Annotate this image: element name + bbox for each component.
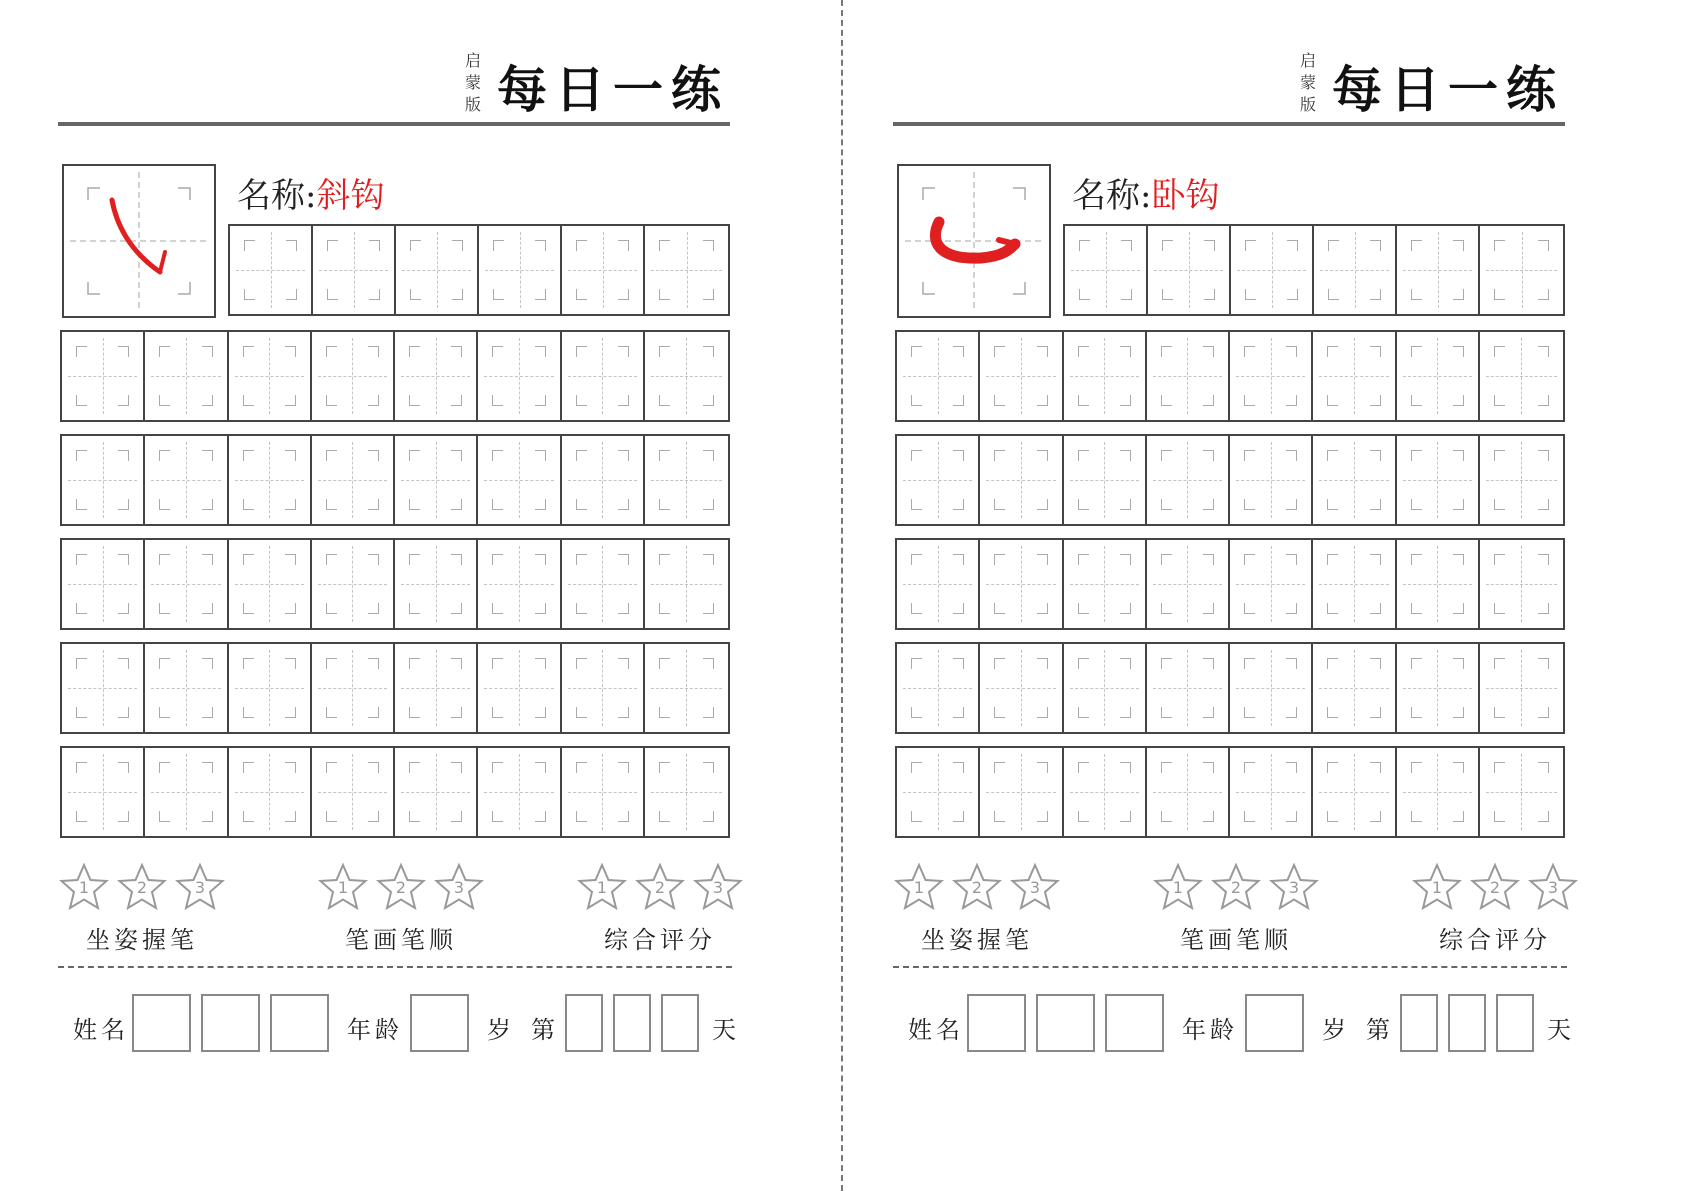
day-box[interactable]: [1496, 994, 1534, 1052]
practice-cell[interactable]: [395, 540, 478, 628]
practice-cell[interactable]: [645, 540, 728, 628]
practice-cell[interactable]: [229, 748, 312, 836]
sheet-title: 每日一练: [497, 60, 729, 119]
practice-cell[interactable]: [897, 332, 980, 420]
practice-cell[interactable]: [1313, 332, 1396, 420]
practice-cell[interactable]: [478, 644, 561, 732]
stroke-name-label: 名称:: [1072, 176, 1152, 216]
stroke-name-label: 名称:: [237, 176, 317, 216]
practice-row: [895, 746, 1565, 838]
practice-row: [895, 434, 1565, 526]
practice-cell[interactable]: [980, 540, 1063, 628]
practice-cell[interactable]: [145, 332, 228, 420]
practice-cell[interactable]: [1480, 644, 1563, 732]
practice-cell[interactable]: [478, 540, 561, 628]
practice-cell[interactable]: [562, 748, 645, 836]
rating-star[interactable]: 2: [951, 862, 1003, 912]
practice-cell[interactable]: [1397, 644, 1480, 732]
model-stroke-box: [62, 164, 216, 318]
rating-star[interactable]: 3: [1527, 862, 1579, 912]
rating-star[interactable]: 3: [692, 862, 744, 912]
practice-cell[interactable]: [312, 540, 395, 628]
practice-cell[interactable]: [897, 436, 980, 524]
practice-row: [60, 642, 730, 734]
practice-cell[interactable]: [1313, 644, 1396, 732]
practice-cell[interactable]: [1313, 540, 1396, 628]
practice-cell[interactable]: [1480, 436, 1563, 524]
header-rule: [58, 122, 730, 126]
practice-cell[interactable]: [1065, 226, 1148, 314]
name-box[interactable]: [270, 994, 329, 1052]
practice-cell[interactable]: [62, 332, 145, 420]
practice-cell[interactable]: [1230, 644, 1313, 732]
practice-cell[interactable]: [1480, 540, 1563, 628]
sheet-title: 每日一练: [1332, 60, 1564, 119]
practice-cell[interactable]: [980, 644, 1063, 732]
practice-cell[interactable]: [396, 226, 479, 314]
name-box[interactable]: [132, 994, 191, 1052]
practice-cell[interactable]: [1148, 226, 1231, 314]
rating-group: [58, 862, 226, 955]
practice-cell[interactable]: [645, 332, 728, 420]
rating-star[interactable]: 1: [1411, 862, 1463, 912]
practice-cell[interactable]: [1147, 540, 1230, 628]
practice-cell[interactable]: [312, 748, 395, 836]
practice-cell[interactable]: [1147, 436, 1230, 524]
practice-cell[interactable]: [645, 226, 728, 314]
practice-cell[interactable]: [1480, 332, 1563, 420]
practice-cell[interactable]: [229, 436, 312, 524]
stroke-name: [237, 168, 384, 217]
practice-cell[interactable]: [645, 436, 728, 524]
rating-star[interactable]: 3: [1268, 862, 1320, 912]
age-label: 年龄: [1182, 1016, 1238, 1044]
practice-cell[interactable]: [980, 332, 1063, 420]
practice-cell[interactable]: [1064, 332, 1147, 420]
separator-dashed: [893, 966, 1567, 968]
age-box[interactable]: [1245, 994, 1304, 1052]
rating-label: 综合评分: [604, 926, 716, 954]
practice-cell[interactable]: [312, 436, 395, 524]
practice-cell[interactable]: [562, 644, 645, 732]
practice-cell[interactable]: [145, 436, 228, 524]
practice-cell[interactable]: [1064, 644, 1147, 732]
practice-cell[interactable]: [1231, 226, 1314, 314]
practice-cell[interactable]: [562, 332, 645, 420]
practice-cell[interactable]: [395, 436, 478, 524]
practice-cell[interactable]: [1230, 748, 1313, 836]
practice-cell[interactable]: [562, 436, 645, 524]
model-stroke-glyph: [935, 222, 1015, 258]
practice-row: [895, 330, 1565, 422]
rating-group: [576, 862, 744, 955]
name-label: 姓名: [73, 1016, 129, 1044]
rating-label: 坐姿握笔: [921, 926, 1033, 954]
practice-cell[interactable]: [1064, 436, 1147, 524]
practice-cell[interactable]: [313, 226, 396, 314]
stroke-name-value: 斜钩: [316, 176, 385, 216]
rating-star[interactable]: 2: [1210, 862, 1262, 912]
practice-cell[interactable]: [395, 644, 478, 732]
day-prefix: 第: [1366, 1016, 1394, 1044]
rating-star[interactable]: 1: [893, 862, 945, 912]
age-unit: 岁: [1322, 1016, 1350, 1044]
practice-row: [60, 538, 730, 630]
rating-star[interactable]: 2: [116, 862, 168, 912]
rating-star[interactable]: 3: [1009, 862, 1061, 912]
practice-sheet-right: [835, 0, 1677, 1191]
practice-cell[interactable]: [1064, 540, 1147, 628]
practice-cell[interactable]: [645, 748, 728, 836]
practice-row: [60, 746, 730, 838]
practice-cell[interactable]: [478, 332, 561, 420]
practice-cell[interactable]: [897, 748, 980, 836]
name-box[interactable]: [201, 994, 260, 1052]
practice-cell[interactable]: [1147, 644, 1230, 732]
practice-cell[interactable]: [1230, 540, 1313, 628]
practice-cell[interactable]: [980, 748, 1063, 836]
rating-label: 笔画笔顺: [345, 926, 457, 954]
rating-label: 笔画笔顺: [1180, 926, 1292, 954]
day-box[interactable]: [1400, 994, 1438, 1052]
practice-cell[interactable]: [395, 748, 478, 836]
practice-cell[interactable]: [229, 540, 312, 628]
rating-group: [893, 862, 1061, 955]
practice-cell[interactable]: [1147, 748, 1230, 836]
rating-group: [1152, 862, 1320, 955]
practice-cell[interactable]: [1480, 748, 1563, 836]
rating-group: [317, 862, 485, 955]
practice-cell[interactable]: [1314, 226, 1397, 314]
practice-cell[interactable]: [1147, 332, 1230, 420]
rating-label: 综合评分: [1439, 926, 1551, 954]
model-stroke-box: [897, 164, 1051, 318]
separator-dashed: [58, 966, 732, 968]
practice-cell[interactable]: [62, 540, 145, 628]
practice-cell[interactable]: [1480, 226, 1563, 314]
practice-cell[interactable]: [980, 436, 1063, 524]
practice-cell[interactable]: [478, 748, 561, 836]
practice-row: [60, 434, 730, 526]
rating-group: [1411, 862, 1579, 955]
practice-cell[interactable]: [1064, 748, 1147, 836]
day-suffix: 天: [1547, 1016, 1575, 1044]
day-prefix: 第: [531, 1016, 559, 1044]
practice-cell[interactable]: [62, 644, 145, 732]
rating-star[interactable]: 2: [634, 862, 686, 912]
practice-row: [895, 538, 1565, 630]
practice-cell[interactable]: [478, 436, 561, 524]
practice-cell[interactable]: [230, 226, 313, 314]
practice-cell[interactable]: [229, 644, 312, 732]
name-label: 姓名: [908, 1016, 964, 1044]
rating-star[interactable]: 2: [375, 862, 427, 912]
name-box[interactable]: [1036, 994, 1095, 1052]
rating-label: 坐姿握笔: [86, 926, 198, 954]
practice-cell[interactable]: [897, 644, 980, 732]
rating-star[interactable]: 3: [174, 862, 226, 912]
day-suffix: 天: [712, 1016, 740, 1044]
practice-cell[interactable]: [1230, 332, 1313, 420]
practice-cell[interactable]: [145, 748, 228, 836]
rating-star[interactable]: 3: [433, 862, 485, 912]
practice-row-top: [1063, 224, 1565, 316]
age-label: 年龄: [347, 1016, 403, 1044]
practice-cell[interactable]: [1397, 436, 1480, 524]
practice-cell[interactable]: [312, 332, 395, 420]
practice-cell[interactable]: [62, 436, 145, 524]
practice-cell[interactable]: [229, 332, 312, 420]
name-box[interactable]: [967, 994, 1026, 1052]
rating-star[interactable]: 1: [58, 862, 110, 912]
practice-cell[interactable]: [1397, 748, 1480, 836]
day-box[interactable]: [1448, 994, 1486, 1052]
practice-cell[interactable]: [1397, 540, 1480, 628]
stroke-name: [1072, 168, 1219, 217]
day-box[interactable]: [661, 994, 699, 1052]
stroke-name-value: 卧钩: [1151, 176, 1220, 216]
practice-cell[interactable]: [312, 644, 395, 732]
day-box[interactable]: [613, 994, 651, 1052]
practice-cell[interactable]: [479, 226, 562, 314]
rating-star[interactable]: 1: [317, 862, 369, 912]
header-rule: [893, 122, 1565, 126]
practice-row: [895, 642, 1565, 734]
practice-cell[interactable]: [145, 540, 228, 628]
name-box[interactable]: [1105, 994, 1164, 1052]
practice-cell[interactable]: [145, 644, 228, 732]
age-unit: 岁: [487, 1016, 515, 1044]
practice-cell[interactable]: [1313, 748, 1396, 836]
practice-cell[interactable]: [1230, 436, 1313, 524]
rating-star[interactable]: 2: [1469, 862, 1521, 912]
practice-cell[interactable]: [645, 644, 728, 732]
practice-cell[interactable]: [897, 540, 980, 628]
age-box[interactable]: [410, 994, 469, 1052]
practice-cell[interactable]: [1397, 226, 1480, 314]
practice-row-top: [228, 224, 730, 316]
practice-cell[interactable]: [1397, 332, 1480, 420]
rating-star[interactable]: 1: [576, 862, 628, 912]
rating-star[interactable]: 1: [1152, 862, 1204, 912]
edition-label: 启 蒙 版: [464, 51, 481, 114]
practice-cell[interactable]: [562, 226, 645, 314]
practice-row: [60, 330, 730, 422]
practice-cell[interactable]: [1313, 436, 1396, 524]
day-box[interactable]: [565, 994, 603, 1052]
edition-label: 启 蒙 版: [1299, 51, 1316, 114]
practice-cell[interactable]: [62, 748, 145, 836]
practice-cell[interactable]: [395, 332, 478, 420]
practice-cell[interactable]: [562, 540, 645, 628]
